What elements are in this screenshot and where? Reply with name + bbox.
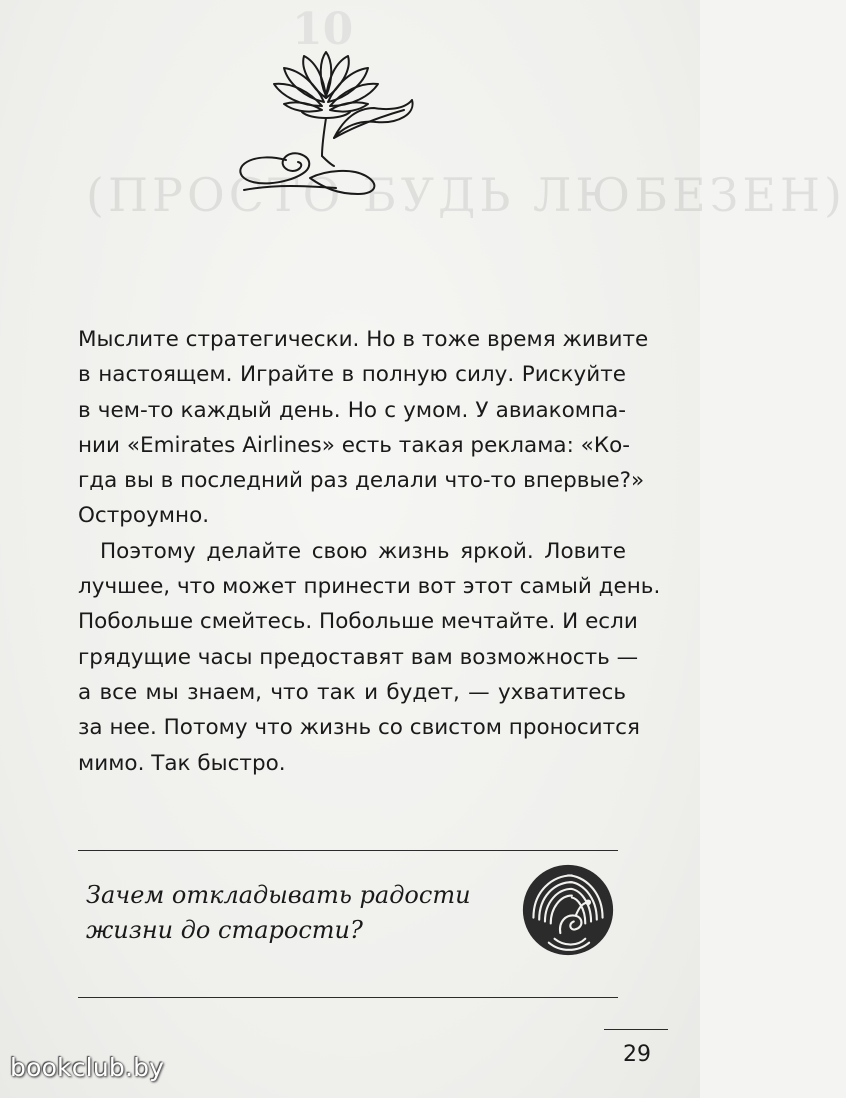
text-line: Побольше смейтесь. Побольше мечтайте. И если bbox=[78, 609, 638, 635]
text-line: Мыслите стратегически. Но в тоже время живите bbox=[78, 327, 649, 352]
quote-top-rule bbox=[78, 850, 618, 851]
text-line: а все мы знаем, что так и будет, — ухватитесь bbox=[78, 679, 626, 705]
body-text bbox=[78, 322, 661, 781]
quote-line: Зачем откладывать радости bbox=[86, 881, 471, 909]
bleed-through-title: (ПРОСТО БУДЬ ЛЮБЕЗЕН) bbox=[86, 168, 846, 222]
text-line: за нее. Потому что жизнь со свистом проносится bbox=[78, 715, 640, 741]
text-line: лучшее, что может принести вот этот самый день. bbox=[78, 574, 661, 600]
paragraph-1 bbox=[78, 322, 649, 534]
text-line: нии «Emirates Airlines» есть такая реклама: «Ко- bbox=[78, 432, 630, 458]
pull-quote bbox=[86, 878, 506, 948]
page-number-rule bbox=[604, 1029, 668, 1030]
text-line: мимо. Так быстро. bbox=[78, 750, 286, 776]
quote-line: жизни до старости? bbox=[86, 916, 363, 944]
lotus-flower-icon bbox=[226, 48, 426, 198]
text-line: гда вы в последний раз делали что-то впервые?» bbox=[78, 468, 645, 494]
watermark-logo: bookclub.by bbox=[10, 1053, 165, 1082]
text-line: Поэтому делайте свою жизнь яркой. Ловите bbox=[100, 538, 626, 564]
crane-emblem-icon bbox=[520, 862, 616, 958]
text-line: грядущие часы предоставят вам возможность — bbox=[78, 644, 639, 670]
text-line: в чем-то каждый день. Но с умом. У авиакомпа- bbox=[78, 397, 626, 423]
text-line: Остроумно. bbox=[78, 503, 210, 529]
bleed-through-number: 10 bbox=[292, 4, 354, 55]
page-number: 29 bbox=[623, 1042, 651, 1067]
quote-bottom-rule bbox=[78, 997, 618, 998]
paragraph-2 bbox=[78, 534, 661, 781]
text-line: в настоящем. Играйте в полную силу. Рискуйте bbox=[78, 362, 626, 388]
